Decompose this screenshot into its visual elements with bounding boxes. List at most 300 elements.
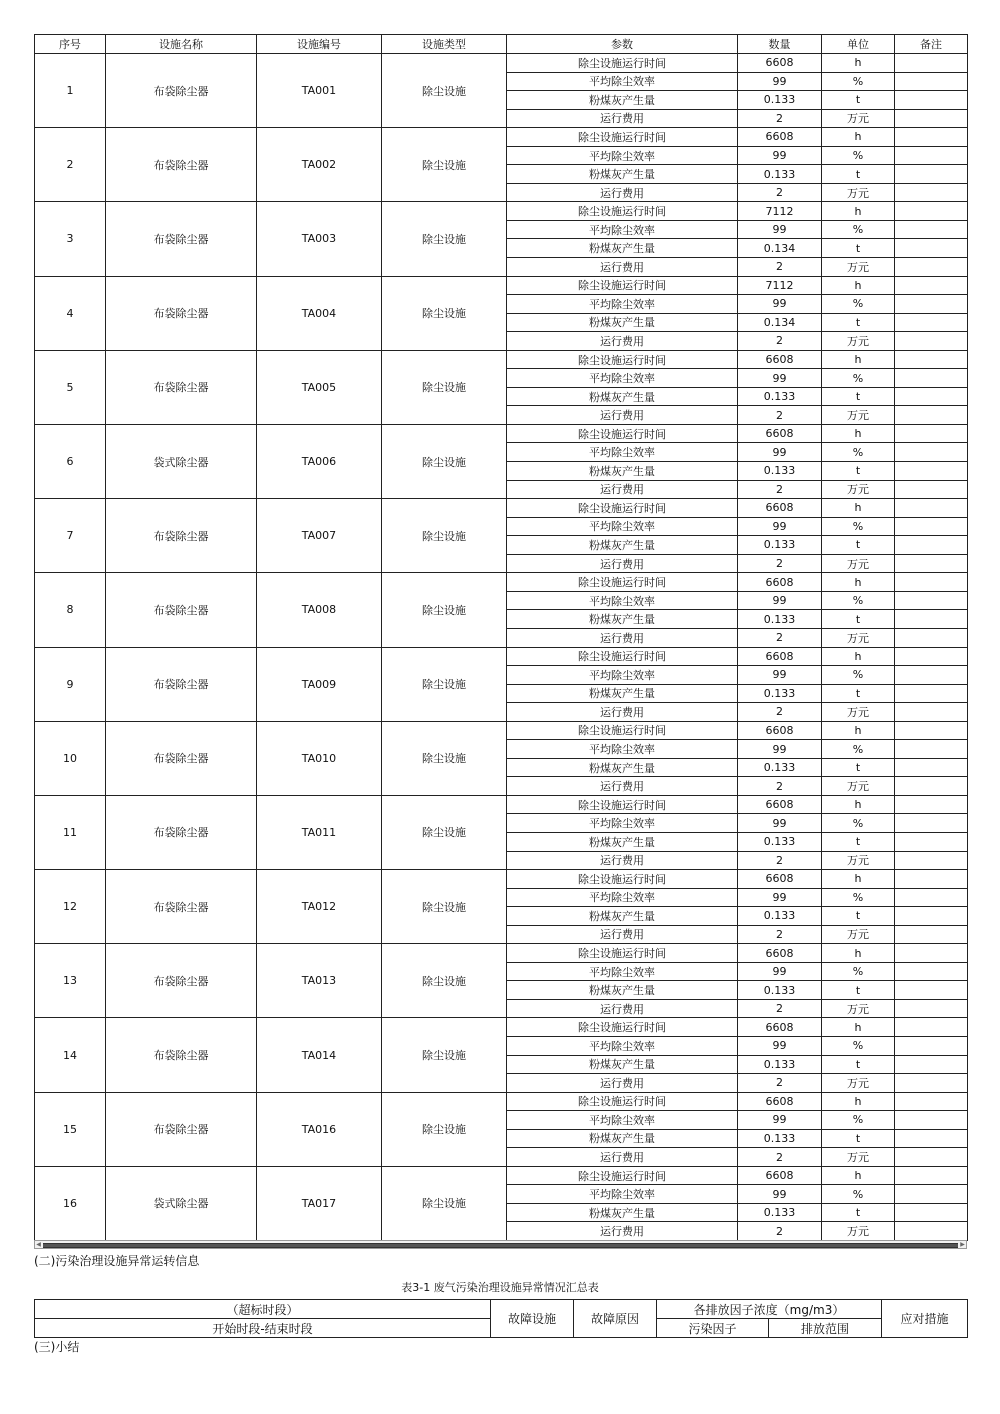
param-note-cell — [895, 350, 968, 369]
param-note-cell — [895, 573, 968, 592]
header-no: 序号 — [35, 35, 106, 54]
param-note-cell — [895, 183, 968, 202]
param-qty-cell: 2 — [738, 628, 822, 647]
header-type: 设施类型 — [382, 35, 507, 54]
param-unit-cell: 万元 — [822, 554, 895, 573]
facility-code-cell: TA010 — [257, 721, 382, 795]
param-name-cell: 平均除尘效率 — [507, 888, 738, 907]
param-qty-cell: 99 — [738, 369, 822, 388]
param-name-cell: 除尘设施运行时间 — [507, 1018, 738, 1037]
param-note-cell — [895, 1222, 968, 1241]
param-note-cell — [895, 703, 968, 722]
param-qty-cell: 2 — [738, 109, 822, 128]
facility-code-cell: TA017 — [257, 1166, 382, 1240]
param-name-cell: 平均除尘效率 — [507, 1111, 738, 1130]
param-qty-cell: 0.133 — [738, 1055, 822, 1074]
param-note-cell — [895, 851, 968, 870]
table-row — [35, 276, 968, 295]
scroll-right-icon[interactable]: ▶ — [960, 1241, 965, 1248]
period-sub-header: 开始时段-结束时段 — [35, 1319, 491, 1338]
param-note-cell — [895, 406, 968, 425]
param-qty-cell: 2 — [738, 406, 822, 425]
param-name-cell: 粉煤灰产生量 — [507, 981, 738, 1000]
param-name-cell: 除尘设施运行时间 — [507, 54, 738, 73]
param-unit-cell: 万元 — [822, 406, 895, 425]
param-qty-cell: 6608 — [738, 424, 822, 443]
param-unit-cell: h — [822, 202, 895, 221]
param-qty-cell: 6608 — [738, 54, 822, 73]
param-qty-cell: 0.133 — [738, 1129, 822, 1148]
facility-name-cell: 袋式除尘器 — [106, 424, 257, 498]
param-note-cell — [895, 54, 968, 73]
facility-type-cell: 除尘设施 — [382, 573, 507, 647]
param-unit-cell: % — [822, 146, 895, 165]
facility-name-cell: 布袋除尘器 — [106, 870, 257, 944]
param-unit-cell: % — [822, 443, 895, 462]
param-name-cell: 运行费用 — [507, 1074, 738, 1093]
table-header-row — [35, 35, 968, 54]
header-qty: 数量 — [738, 35, 822, 54]
param-name-cell: 除尘设施运行时间 — [507, 721, 738, 740]
table-row — [35, 1300, 968, 1319]
param-note-cell — [895, 554, 968, 573]
param-qty-cell: 99 — [738, 72, 822, 91]
emission-range-header: 排放范围 — [769, 1319, 882, 1338]
param-note-cell — [895, 165, 968, 184]
param-note-cell — [895, 313, 968, 332]
param-unit-cell: h — [822, 721, 895, 740]
param-unit-cell: % — [822, 517, 895, 536]
param-qty-cell: 99 — [738, 962, 822, 981]
horizontal-scrollbar[interactable] — [34, 1240, 967, 1249]
facility-code-cell: TA014 — [257, 1018, 382, 1092]
param-qty-cell: 2 — [738, 332, 822, 351]
table-row — [35, 499, 968, 518]
param-unit-cell: h — [822, 276, 895, 295]
param-qty-cell: 2 — [738, 1222, 822, 1241]
param-unit-cell: 万元 — [822, 183, 895, 202]
param-note-cell — [895, 462, 968, 481]
param-qty-cell: 0.133 — [738, 907, 822, 926]
param-unit-cell: h — [822, 1018, 895, 1037]
param-name-cell: 粉煤灰产生量 — [507, 684, 738, 703]
param-unit-cell: 万元 — [822, 1074, 895, 1093]
param-name-cell: 除尘设施运行时间 — [507, 795, 738, 814]
param-qty-cell: 2 — [738, 1148, 822, 1167]
param-unit-cell: h — [822, 573, 895, 592]
param-unit-cell: % — [822, 369, 895, 388]
facility-name-cell: 布袋除尘器 — [106, 128, 257, 202]
param-note-cell — [895, 332, 968, 351]
param-note-cell — [895, 146, 968, 165]
facility-no-cell: 14 — [35, 1018, 106, 1092]
param-qty-cell: 6608 — [738, 944, 822, 963]
section-heading-summary: (三)小结 — [34, 1340, 80, 1354]
facility-no-cell: 13 — [35, 944, 106, 1018]
table-row — [35, 647, 968, 666]
param-qty-cell: 2 — [738, 480, 822, 499]
param-note-cell — [895, 684, 968, 703]
param-qty-cell: 99 — [738, 1111, 822, 1130]
facility-parameter-table — [34, 34, 968, 1241]
param-unit-cell: t — [822, 1129, 895, 1148]
param-name-cell: 粉煤灰产生量 — [507, 165, 738, 184]
param-qty-cell: 0.133 — [738, 610, 822, 629]
param-unit-cell: % — [822, 740, 895, 759]
param-qty-cell: 6608 — [738, 128, 822, 147]
facility-code-cell: TA004 — [257, 276, 382, 350]
table-row — [35, 1018, 968, 1037]
param-unit-cell: h — [822, 870, 895, 889]
param-note-cell — [895, 1129, 968, 1148]
param-name-cell: 平均除尘效率 — [507, 666, 738, 685]
param-note-cell — [895, 721, 968, 740]
param-note-cell — [895, 999, 968, 1018]
param-unit-cell: 万元 — [822, 851, 895, 870]
param-unit-cell: 万元 — [822, 703, 895, 722]
param-qty-cell: 2 — [738, 851, 822, 870]
table-body — [35, 54, 968, 1241]
param-note-cell — [895, 517, 968, 536]
param-note-cell — [895, 1111, 968, 1130]
period-header: （超标时段） — [35, 1300, 491, 1319]
table-row — [35, 870, 968, 889]
param-note-cell — [895, 499, 968, 518]
param-unit-cell: 万元 — [822, 109, 895, 128]
param-note-cell — [895, 981, 968, 1000]
param-name-cell: 运行费用 — [507, 1148, 738, 1167]
facility-code-cell: TA012 — [257, 870, 382, 944]
param-qty-cell: 0.133 — [738, 758, 822, 777]
param-name-cell: 运行费用 — [507, 851, 738, 870]
section-heading-abnormal: (二)污染治理设施异常运转信息 — [34, 1254, 200, 1268]
param-unit-cell: 万元 — [822, 1222, 895, 1241]
param-name-cell: 运行费用 — [507, 406, 738, 425]
param-name-cell: 粉煤灰产生量 — [507, 239, 738, 258]
param-name-cell: 平均除尘效率 — [507, 814, 738, 833]
param-name-cell: 除尘设施运行时间 — [507, 1166, 738, 1185]
param-name-cell: 平均除尘效率 — [507, 72, 738, 91]
table-row — [35, 1092, 968, 1111]
param-qty-cell: 99 — [738, 591, 822, 610]
param-name-cell: 粉煤灰产生量 — [507, 907, 738, 926]
facility-type-cell: 除尘设施 — [382, 1092, 507, 1166]
param-unit-cell: % — [822, 888, 895, 907]
param-qty-cell: 0.133 — [738, 536, 822, 555]
param-note-cell — [895, 1148, 968, 1167]
param-note-cell — [895, 91, 968, 110]
param-qty-cell: 2 — [738, 777, 822, 796]
param-name-cell: 粉煤灰产生量 — [507, 91, 738, 110]
param-note-cell — [895, 814, 968, 833]
param-note-cell — [895, 870, 968, 889]
param-unit-cell: % — [822, 72, 895, 91]
param-note-cell — [895, 777, 968, 796]
facility-name-cell: 布袋除尘器 — [106, 350, 257, 424]
param-unit-cell: t — [822, 536, 895, 555]
param-qty-cell: 0.133 — [738, 832, 822, 851]
param-name-cell: 粉煤灰产生量 — [507, 1055, 738, 1074]
facility-no-cell: 10 — [35, 721, 106, 795]
param-qty-cell: 0.134 — [738, 239, 822, 258]
param-name-cell: 除尘设施运行时间 — [507, 499, 738, 518]
param-note-cell — [895, 239, 968, 258]
param-unit-cell: h — [822, 499, 895, 518]
param-note-cell — [895, 109, 968, 128]
table-row — [35, 350, 968, 369]
param-unit-cell: 万元 — [822, 777, 895, 796]
emission-concentration-header: 各排放因子浓度（mg/m3） — [657, 1300, 882, 1319]
facility-code-cell: TA002 — [257, 128, 382, 202]
param-note-cell — [895, 443, 968, 462]
param-qty-cell: 6608 — [738, 1018, 822, 1037]
param-qty-cell: 2 — [738, 1074, 822, 1093]
param-note-cell — [895, 740, 968, 759]
param-qty-cell: 99 — [738, 220, 822, 239]
param-qty-cell: 6608 — [738, 647, 822, 666]
param-unit-cell: t — [822, 832, 895, 851]
param-unit-cell: t — [822, 165, 895, 184]
facility-no-cell: 16 — [35, 1166, 106, 1240]
param-note-cell — [895, 536, 968, 555]
param-qty-cell: 2 — [738, 183, 822, 202]
param-qty-cell: 99 — [738, 146, 822, 165]
param-qty-cell: 6608 — [738, 573, 822, 592]
param-note-cell — [895, 1203, 968, 1222]
param-unit-cell: t — [822, 313, 895, 332]
param-qty-cell: 7112 — [738, 202, 822, 221]
facility-name-cell: 布袋除尘器 — [106, 721, 257, 795]
table-row — [35, 1166, 968, 1185]
param-name-cell: 运行费用 — [507, 777, 738, 796]
facility-name-cell: 布袋除尘器 — [106, 276, 257, 350]
facility-type-cell: 除尘设施 — [382, 54, 507, 128]
param-name-cell: 运行费用 — [507, 109, 738, 128]
param-unit-cell: % — [822, 591, 895, 610]
param-note-cell — [895, 758, 968, 777]
param-qty-cell: 6608 — [738, 1166, 822, 1185]
param-qty-cell: 99 — [738, 443, 822, 462]
param-note-cell — [895, 1055, 968, 1074]
param-name-cell: 平均除尘效率 — [507, 1036, 738, 1055]
facility-code-cell: TA016 — [257, 1092, 382, 1166]
param-name-cell: 运行费用 — [507, 925, 738, 944]
param-unit-cell: t — [822, 462, 895, 481]
param-note-cell — [895, 276, 968, 295]
param-qty-cell: 99 — [738, 1185, 822, 1204]
param-note-cell — [895, 480, 968, 499]
facility-code-cell: TA009 — [257, 647, 382, 721]
facility-no-cell: 3 — [35, 202, 106, 276]
facility-no-cell: 4 — [35, 276, 106, 350]
table-row — [35, 721, 968, 740]
param-note-cell — [895, 907, 968, 926]
param-note-cell — [895, 666, 968, 685]
param-qty-cell: 6608 — [738, 870, 822, 889]
param-unit-cell: h — [822, 424, 895, 443]
param-qty-cell: 0.133 — [738, 462, 822, 481]
param-note-cell — [895, 1092, 968, 1111]
facility-name-cell: 袋式除尘器 — [106, 1166, 257, 1240]
param-note-cell — [895, 424, 968, 443]
table-row — [35, 795, 968, 814]
param-note-cell — [895, 1074, 968, 1093]
param-qty-cell: 99 — [738, 517, 822, 536]
param-name-cell: 除尘设施运行时间 — [507, 202, 738, 221]
param-unit-cell: t — [822, 1203, 895, 1222]
param-note-cell — [895, 591, 968, 610]
facility-name-cell: 布袋除尘器 — [106, 1092, 257, 1166]
facility-no-cell: 6 — [35, 424, 106, 498]
param-unit-cell: t — [822, 239, 895, 258]
param-name-cell: 粉煤灰产生量 — [507, 313, 738, 332]
table-row — [35, 54, 968, 73]
param-note-cell — [895, 832, 968, 851]
param-name-cell: 运行费用 — [507, 480, 738, 499]
facility-type-cell: 除尘设施 — [382, 276, 507, 350]
param-name-cell: 粉煤灰产生量 — [507, 610, 738, 629]
facility-code-cell: TA013 — [257, 944, 382, 1018]
param-name-cell: 运行费用 — [507, 1222, 738, 1241]
table-row — [35, 944, 968, 963]
table-row — [35, 202, 968, 221]
param-unit-cell: t — [822, 610, 895, 629]
param-note-cell — [895, 1166, 968, 1185]
scroll-left-icon[interactable]: ◀ — [36, 1241, 41, 1248]
param-qty-cell: 99 — [738, 666, 822, 685]
param-unit-cell: t — [822, 684, 895, 703]
facility-code-cell: TA003 — [257, 202, 382, 276]
header-code: 设施编号 — [257, 35, 382, 54]
param-qty-cell: 0.133 — [738, 91, 822, 110]
facility-type-cell: 除尘设施 — [382, 350, 507, 424]
param-qty-cell: 0.133 — [738, 165, 822, 184]
param-name-cell: 除尘设施运行时间 — [507, 944, 738, 963]
param-qty-cell: 99 — [738, 740, 822, 759]
facility-name-cell: 布袋除尘器 — [106, 54, 257, 128]
facility-name-cell: 布袋除尘器 — [106, 795, 257, 869]
facility-code-cell: TA005 — [257, 350, 382, 424]
table-row — [35, 424, 968, 443]
header-note: 备注 — [895, 35, 968, 54]
param-unit-cell: 万元 — [822, 1148, 895, 1167]
facility-code-cell: TA007 — [257, 499, 382, 573]
param-note-cell — [895, 610, 968, 629]
param-qty-cell: 6608 — [738, 721, 822, 740]
param-name-cell: 平均除尘效率 — [507, 146, 738, 165]
param-name-cell: 除尘设施运行时间 — [507, 647, 738, 666]
param-name-cell: 粉煤灰产生量 — [507, 1203, 738, 1222]
param-unit-cell: h — [822, 350, 895, 369]
facility-no-cell: 8 — [35, 573, 106, 647]
param-unit-cell: h — [822, 1166, 895, 1185]
facility-code-cell: TA008 — [257, 573, 382, 647]
param-qty-cell: 99 — [738, 1036, 822, 1055]
param-qty-cell: 0.133 — [738, 1203, 822, 1222]
param-unit-cell: % — [822, 1111, 895, 1130]
param-unit-cell: h — [822, 128, 895, 147]
param-name-cell: 除尘设施运行时间 — [507, 128, 738, 147]
param-unit-cell: 万元 — [822, 332, 895, 351]
param-name-cell: 运行费用 — [507, 183, 738, 202]
param-note-cell — [895, 1018, 968, 1037]
facility-name-cell: 布袋除尘器 — [106, 573, 257, 647]
facility-no-cell: 1 — [35, 54, 106, 128]
param-note-cell — [895, 944, 968, 963]
facility-code-cell: TA011 — [257, 795, 382, 869]
param-name-cell: 平均除尘效率 — [507, 1185, 738, 1204]
scrollbar-thumb[interactable] — [43, 1243, 958, 1248]
param-name-cell: 平均除尘效率 — [507, 443, 738, 462]
param-note-cell — [895, 369, 968, 388]
param-unit-cell: % — [822, 220, 895, 239]
facility-type-cell: 除尘设施 — [382, 424, 507, 498]
facility-no-cell: 15 — [35, 1092, 106, 1166]
param-name-cell: 运行费用 — [507, 999, 738, 1018]
param-qty-cell: 99 — [738, 295, 822, 314]
header-unit: 单位 — [822, 35, 895, 54]
param-unit-cell: 万元 — [822, 258, 895, 277]
param-qty-cell: 0.133 — [738, 981, 822, 1000]
param-name-cell: 平均除尘效率 — [507, 740, 738, 759]
param-note-cell — [895, 1185, 968, 1204]
param-name-cell: 粉煤灰产生量 — [507, 832, 738, 851]
param-unit-cell: % — [822, 1185, 895, 1204]
param-qty-cell: 2 — [738, 703, 822, 722]
fault-facility-header: 故障设施 — [491, 1300, 574, 1338]
facility-no-cell: 11 — [35, 795, 106, 869]
param-name-cell: 粉煤灰产生量 — [507, 462, 738, 481]
facility-no-cell: 7 — [35, 499, 106, 573]
facility-type-cell: 除尘设施 — [382, 1166, 507, 1240]
param-note-cell — [895, 962, 968, 981]
param-name-cell: 粉煤灰产生量 — [507, 758, 738, 777]
param-note-cell — [895, 647, 968, 666]
param-qty-cell: 6608 — [738, 499, 822, 518]
param-qty-cell: 0.133 — [738, 387, 822, 406]
facility-type-cell: 除尘设施 — [382, 944, 507, 1018]
abnormal-summary-table — [34, 1299, 968, 1338]
facility-no-cell: 5 — [35, 350, 106, 424]
param-qty-cell: 99 — [738, 814, 822, 833]
facility-no-cell: 2 — [35, 128, 106, 202]
param-name-cell: 平均除尘效率 — [507, 517, 738, 536]
param-qty-cell: 2 — [738, 554, 822, 573]
param-unit-cell: t — [822, 91, 895, 110]
table-row — [35, 128, 968, 147]
param-unit-cell: 万元 — [822, 480, 895, 499]
param-unit-cell: 万元 — [822, 999, 895, 1018]
table-caption: 表3-1 废气污染治理设施异常情况汇总表 — [401, 1281, 599, 1294]
param-note-cell — [895, 925, 968, 944]
facility-type-cell: 除尘设施 — [382, 647, 507, 721]
param-unit-cell: % — [822, 295, 895, 314]
param-name-cell: 运行费用 — [507, 554, 738, 573]
param-note-cell — [895, 220, 968, 239]
param-name-cell: 运行费用 — [507, 258, 738, 277]
param-unit-cell: t — [822, 907, 895, 926]
param-unit-cell: t — [822, 758, 895, 777]
param-name-cell: 平均除尘效率 — [507, 962, 738, 981]
param-note-cell — [895, 387, 968, 406]
param-name-cell: 运行费用 — [507, 628, 738, 647]
pollutant-header: 污染因子 — [657, 1319, 769, 1338]
param-unit-cell: h — [822, 647, 895, 666]
param-qty-cell: 2 — [738, 258, 822, 277]
facility-no-cell: 12 — [35, 870, 106, 944]
param-name-cell: 平均除尘效率 — [507, 591, 738, 610]
param-name-cell: 除尘设施运行时间 — [507, 1092, 738, 1111]
